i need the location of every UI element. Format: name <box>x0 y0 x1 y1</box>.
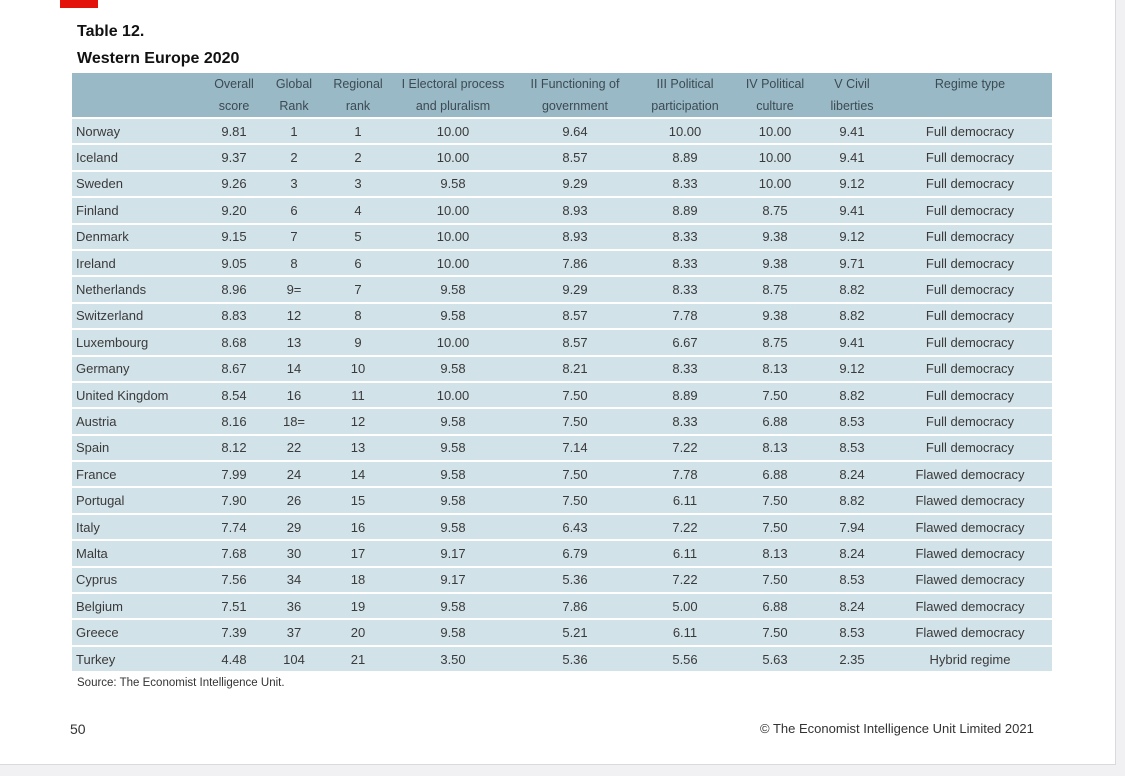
score-cell: 7.22 <box>636 568 734 592</box>
table-row <box>72 515 1052 539</box>
country-cell: Turkey <box>72 647 204 671</box>
table-row <box>72 330 1052 354</box>
regime-type-cell: Full democracy <box>888 277 1052 301</box>
score-cell: 6 <box>264 198 324 222</box>
score-cell: 9.58 <box>392 488 514 512</box>
table-subtitle: Western Europe 2020 <box>77 50 240 67</box>
score-cell: 9.58 <box>392 620 514 644</box>
score-cell: 9.38 <box>734 225 816 249</box>
score-cell: 8.16 <box>204 409 264 433</box>
table-row <box>72 620 1052 644</box>
score-cell: 9.58 <box>392 172 514 196</box>
regime-type-cell: Hybrid regime <box>888 647 1052 671</box>
score-cell: 9.58 <box>392 594 514 618</box>
score-cell: 12 <box>324 409 392 433</box>
score-cell: 9.17 <box>392 568 514 592</box>
score-cell: 8.57 <box>514 145 636 169</box>
score-cell: 6.88 <box>734 462 816 486</box>
regime-type-cell: Full democracy <box>888 251 1052 275</box>
column-header: Global Rank <box>264 73 324 117</box>
score-cell: 8.68 <box>204 330 264 354</box>
column-header <box>72 73 204 117</box>
regime-type-cell: Flawed democracy <box>888 515 1052 539</box>
score-cell: 8.93 <box>514 198 636 222</box>
score-cell: 15 <box>324 488 392 512</box>
score-cell: 8.75 <box>734 277 816 301</box>
score-cell: 9.64 <box>514 119 636 143</box>
score-cell: 8 <box>324 304 392 328</box>
table-row <box>72 594 1052 618</box>
score-cell: 8.96 <box>204 277 264 301</box>
score-cell: 9.58 <box>392 462 514 486</box>
score-cell: 9.38 <box>734 251 816 275</box>
score-cell: 16 <box>324 515 392 539</box>
score-cell: 7.86 <box>514 251 636 275</box>
country-cell: Austria <box>72 409 204 433</box>
score-cell: 9= <box>264 277 324 301</box>
country-cell: United Kingdom <box>72 383 204 407</box>
score-cell: 6.11 <box>636 488 734 512</box>
score-cell: 8.53 <box>816 409 888 433</box>
table-row <box>72 277 1052 301</box>
score-cell: 8.33 <box>636 251 734 275</box>
country-cell: Norway <box>72 119 204 143</box>
score-cell: 7.50 <box>734 620 816 644</box>
score-cell: 1 <box>264 119 324 143</box>
score-cell: 14 <box>264 357 324 381</box>
score-cell: 10.00 <box>392 225 514 249</box>
score-cell: 2.35 <box>816 647 888 671</box>
score-cell: 9.58 <box>392 357 514 381</box>
score-cell: 8.83 <box>204 304 264 328</box>
score-cell: 37 <box>264 620 324 644</box>
score-cell: 10.00 <box>392 251 514 275</box>
score-cell: 7.99 <box>204 462 264 486</box>
score-cell: 9.58 <box>392 515 514 539</box>
table-row <box>72 462 1052 486</box>
score-cell: 10.00 <box>734 145 816 169</box>
score-cell: 8.89 <box>636 383 734 407</box>
score-cell: 9.29 <box>514 172 636 196</box>
table-row <box>72 488 1052 512</box>
country-cell: Netherlands <box>72 277 204 301</box>
table-row <box>72 304 1052 328</box>
brand-accent-bar <box>60 0 98 8</box>
score-cell: 9.58 <box>392 277 514 301</box>
country-cell: Italy <box>72 515 204 539</box>
score-cell: 5.36 <box>514 647 636 671</box>
score-cell: 21 <box>324 647 392 671</box>
country-cell: Finland <box>72 198 204 222</box>
score-cell: 9.15 <box>204 225 264 249</box>
score-cell: 7.94 <box>816 515 888 539</box>
score-cell: 6 <box>324 251 392 275</box>
column-header: Overall score <box>204 73 264 117</box>
score-cell: 9.12 <box>816 357 888 381</box>
regime-type-cell: Flawed democracy <box>888 541 1052 565</box>
regime-type-cell: Flawed democracy <box>888 620 1052 644</box>
score-cell: 11 <box>324 383 392 407</box>
country-cell: Iceland <box>72 145 204 169</box>
score-cell: 2 <box>324 145 392 169</box>
score-cell: 8.82 <box>816 277 888 301</box>
regime-type-cell: Full democracy <box>888 198 1052 222</box>
score-cell: 8.54 <box>204 383 264 407</box>
score-cell: 18= <box>264 409 324 433</box>
score-cell: 7.78 <box>636 304 734 328</box>
score-cell: 34 <box>264 568 324 592</box>
score-cell: 5 <box>324 225 392 249</box>
table-row <box>72 225 1052 249</box>
score-cell: 6.11 <box>636 541 734 565</box>
score-cell: 26 <box>264 488 324 512</box>
score-cell: 10.00 <box>392 119 514 143</box>
score-cell: 7 <box>324 277 392 301</box>
score-cell: 7 <box>264 225 324 249</box>
score-cell: 9.81 <box>204 119 264 143</box>
score-cell: 9.41 <box>816 145 888 169</box>
score-cell: 7.50 <box>734 383 816 407</box>
table-row <box>72 357 1052 381</box>
score-cell: 9.41 <box>816 198 888 222</box>
score-cell: 5.36 <box>514 568 636 592</box>
score-cell: 9.29 <box>514 277 636 301</box>
country-cell: Portugal <box>72 488 204 512</box>
regime-type-cell: Full democracy <box>888 330 1052 354</box>
table-row <box>72 568 1052 592</box>
score-cell: 12 <box>264 304 324 328</box>
score-cell: 13 <box>264 330 324 354</box>
score-cell: 8.82 <box>816 383 888 407</box>
table-row <box>72 198 1052 222</box>
score-cell: 8.82 <box>816 488 888 512</box>
regime-type-cell: Full democracy <box>888 225 1052 249</box>
score-cell: 16 <box>264 383 324 407</box>
country-cell: Malta <box>72 541 204 565</box>
score-cell: 20 <box>324 620 392 644</box>
column-header: I Electoral process and pluralism <box>392 73 514 117</box>
score-cell: 8.33 <box>636 277 734 301</box>
score-cell: 6.88 <box>734 594 816 618</box>
country-cell: Sweden <box>72 172 204 196</box>
score-cell: 10.00 <box>392 198 514 222</box>
score-cell: 5.56 <box>636 647 734 671</box>
source-note: Source: The Economist Intelligence Unit. <box>77 677 285 689</box>
table-row <box>72 436 1052 460</box>
score-cell: 8.89 <box>636 145 734 169</box>
table-title: Table 12. <box>77 23 145 40</box>
score-cell: 7.68 <box>204 541 264 565</box>
score-cell: 6.43 <box>514 515 636 539</box>
country-cell: Switzerland <box>72 304 204 328</box>
country-cell: France <box>72 462 204 486</box>
table-row <box>72 119 1052 143</box>
column-header: Regional rank <box>324 73 392 117</box>
regime-type-cell: Flawed democracy <box>888 568 1052 592</box>
score-cell: 7.86 <box>514 594 636 618</box>
score-cell: 8.67 <box>204 357 264 381</box>
column-header: II Functioning of government <box>514 73 636 117</box>
table-row <box>72 409 1052 433</box>
score-cell: 10 <box>324 357 392 381</box>
country-cell: Cyprus <box>72 568 204 592</box>
regime-type-cell: Full democracy <box>888 172 1052 196</box>
score-cell: 10.00 <box>734 119 816 143</box>
score-cell: 6.67 <box>636 330 734 354</box>
score-cell: 9.38 <box>734 304 816 328</box>
regime-type-cell: Flawed democracy <box>888 488 1052 512</box>
score-cell: 9.58 <box>392 436 514 460</box>
score-cell: 1 <box>324 119 392 143</box>
score-cell: 7.90 <box>204 488 264 512</box>
score-cell: 7.50 <box>514 462 636 486</box>
country-cell: Spain <box>72 436 204 460</box>
score-cell: 9 <box>324 330 392 354</box>
regime-type-cell: Full democracy <box>888 383 1052 407</box>
score-cell: 17 <box>324 541 392 565</box>
score-cell: 7.56 <box>204 568 264 592</box>
score-cell: 8.57 <box>514 330 636 354</box>
score-cell: 8.33 <box>636 225 734 249</box>
score-cell: 10.00 <box>636 119 734 143</box>
score-cell: 8.13 <box>734 357 816 381</box>
column-header: IV Political culture <box>734 73 816 117</box>
score-cell: 7.74 <box>204 515 264 539</box>
score-cell: 4.48 <box>204 647 264 671</box>
score-cell: 9.12 <box>816 172 888 196</box>
page-number: 50 <box>70 721 86 737</box>
score-cell: 7.39 <box>204 620 264 644</box>
country-cell: Greece <box>72 620 204 644</box>
score-cell: 36 <box>264 594 324 618</box>
regime-type-cell: Full democracy <box>888 409 1052 433</box>
score-cell: 5.00 <box>636 594 734 618</box>
regime-type-cell: Full democracy <box>888 436 1052 460</box>
score-cell: 4 <box>324 198 392 222</box>
score-cell: 10.00 <box>392 145 514 169</box>
regime-type-cell: Full democracy <box>888 304 1052 328</box>
score-cell: 8.75 <box>734 330 816 354</box>
score-cell: 8.53 <box>816 436 888 460</box>
score-cell: 9.26 <box>204 172 264 196</box>
country-cell: Germany <box>72 357 204 381</box>
score-cell: 19 <box>324 594 392 618</box>
score-cell: 8.24 <box>816 541 888 565</box>
score-cell: 5.63 <box>734 647 816 671</box>
score-cell: 8.33 <box>636 172 734 196</box>
score-cell: 8.93 <box>514 225 636 249</box>
table-header-row <box>72 73 1052 117</box>
score-cell: 3 <box>264 172 324 196</box>
score-cell: 9.58 <box>392 409 514 433</box>
regime-type-cell: Full democracy <box>888 119 1052 143</box>
score-cell: 10.00 <box>392 330 514 354</box>
score-cell: 8.24 <box>816 462 888 486</box>
table-row <box>72 647 1052 671</box>
regime-type-cell: Flawed democracy <box>888 594 1052 618</box>
score-cell: 29 <box>264 515 324 539</box>
score-cell: 18 <box>324 568 392 592</box>
score-cell: 7.50 <box>734 568 816 592</box>
score-cell: 13 <box>324 436 392 460</box>
table-row <box>72 172 1052 196</box>
score-cell: 8.21 <box>514 357 636 381</box>
score-cell: 9.58 <box>392 304 514 328</box>
score-cell: 14 <box>324 462 392 486</box>
score-cell: 7.50 <box>734 488 816 512</box>
regime-type-cell: Flawed democracy <box>888 462 1052 486</box>
table-row <box>72 541 1052 565</box>
score-cell: 104 <box>264 647 324 671</box>
regime-type-cell: Full democracy <box>888 145 1052 169</box>
score-cell: 9.41 <box>816 119 888 143</box>
regime-type-cell: Full democracy <box>888 357 1052 381</box>
column-header: V Civil liberties <box>816 73 888 117</box>
score-cell: 6.88 <box>734 409 816 433</box>
country-cell: Luxembourg <box>72 330 204 354</box>
score-cell: 9.12 <box>816 225 888 249</box>
score-cell: 8.13 <box>734 541 816 565</box>
score-cell: 9.37 <box>204 145 264 169</box>
score-cell: 8.53 <box>816 568 888 592</box>
copyright-notice: © The Economist Intelligence Unit Limited 2021 <box>760 721 1034 736</box>
score-cell: 9.20 <box>204 198 264 222</box>
score-cell: 24 <box>264 462 324 486</box>
score-cell: 8.82 <box>816 304 888 328</box>
score-cell: 8.57 <box>514 304 636 328</box>
score-cell: 2 <box>264 145 324 169</box>
score-cell: 6.79 <box>514 541 636 565</box>
table-body <box>72 119 1052 671</box>
democracy-index-table <box>72 71 1052 673</box>
score-cell: 8.53 <box>816 620 888 644</box>
country-cell: Belgium <box>72 594 204 618</box>
score-cell: 9.71 <box>816 251 888 275</box>
score-cell: 3.50 <box>392 647 514 671</box>
score-cell: 8.89 <box>636 198 734 222</box>
score-cell: 22 <box>264 436 324 460</box>
score-cell: 8.24 <box>816 594 888 618</box>
score-cell: 9.05 <box>204 251 264 275</box>
table-row <box>72 145 1052 169</box>
score-cell: 7.50 <box>514 488 636 512</box>
score-cell: 8 <box>264 251 324 275</box>
score-cell: 9.17 <box>392 541 514 565</box>
column-header: III Political participation <box>636 73 734 117</box>
score-cell: 8.33 <box>636 357 734 381</box>
score-cell: 7.78 <box>636 462 734 486</box>
score-cell: 7.51 <box>204 594 264 618</box>
score-cell: 30 <box>264 541 324 565</box>
table-row <box>72 383 1052 407</box>
score-cell: 7.50 <box>734 515 816 539</box>
country-cell: Ireland <box>72 251 204 275</box>
score-cell: 7.50 <box>514 409 636 433</box>
score-cell: 7.50 <box>514 383 636 407</box>
score-cell: 10.00 <box>392 383 514 407</box>
score-cell: 8.13 <box>734 436 816 460</box>
score-cell: 6.11 <box>636 620 734 644</box>
score-cell: 7.22 <box>636 436 734 460</box>
score-cell: 8.12 <box>204 436 264 460</box>
score-cell: 7.14 <box>514 436 636 460</box>
score-cell: 7.22 <box>636 515 734 539</box>
score-cell: 10.00 <box>734 172 816 196</box>
score-cell: 5.21 <box>514 620 636 644</box>
score-cell: 8.75 <box>734 198 816 222</box>
column-header: Regime type <box>888 73 1052 117</box>
score-cell: 3 <box>324 172 392 196</box>
score-cell: 9.41 <box>816 330 888 354</box>
table-row <box>72 251 1052 275</box>
score-cell: 8.33 <box>636 409 734 433</box>
country-cell: Denmark <box>72 225 204 249</box>
